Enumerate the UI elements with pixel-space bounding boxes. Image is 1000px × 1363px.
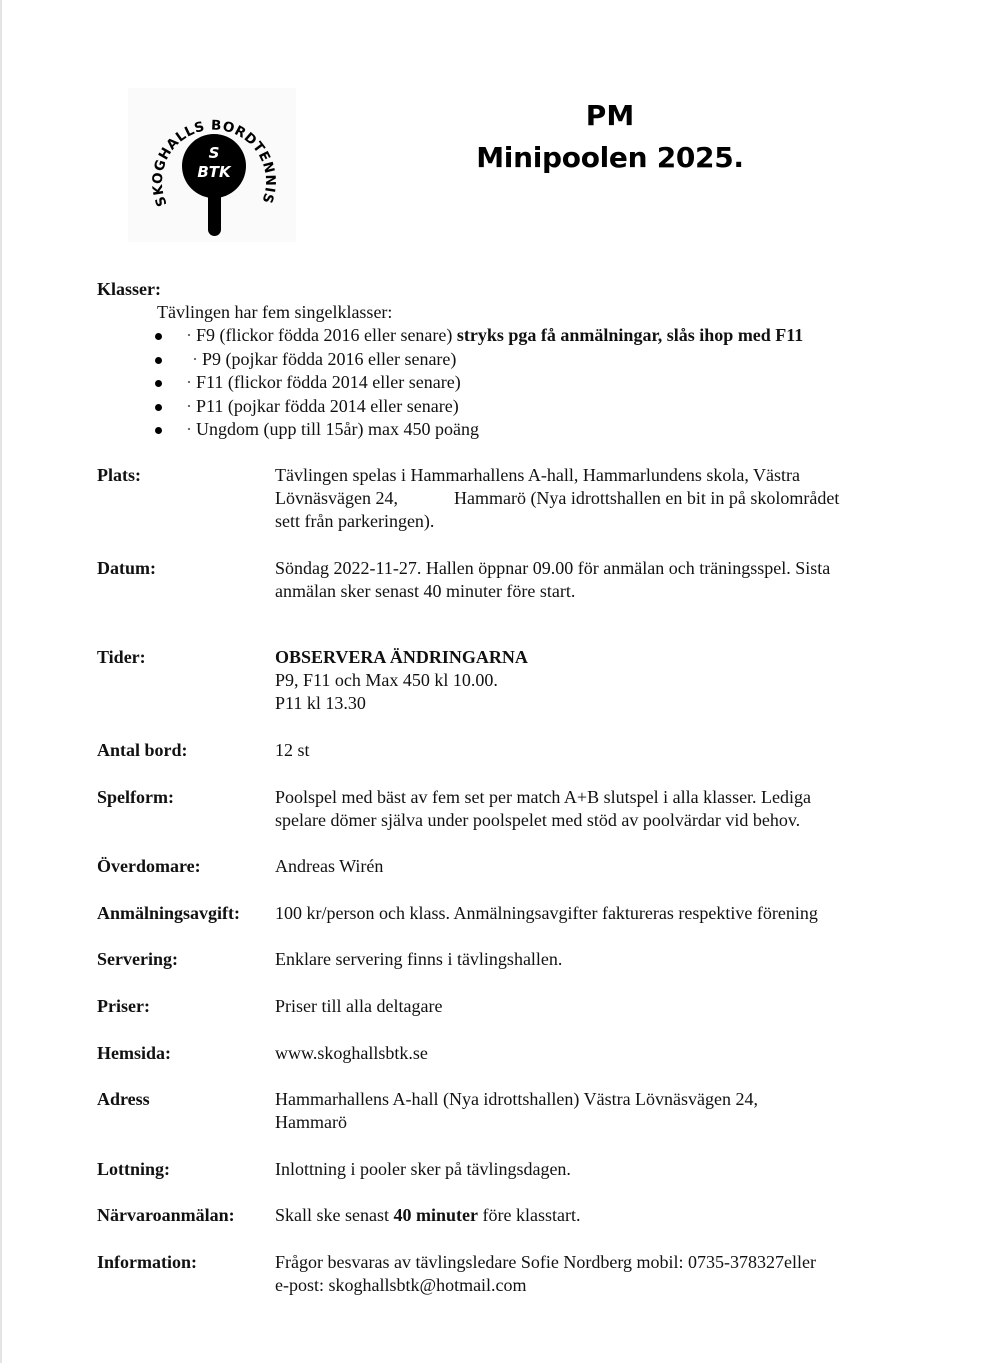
servering-label: Servering:: [97, 949, 178, 969]
adress-line: Hammarö: [275, 1112, 347, 1132]
anmalningsavgift-value: 100 kr/person och klass. Anmälningsavgifter faktureras respektive förening: [275, 903, 818, 923]
tider-value: [275, 646, 905, 715]
list-item: · F9 (flickor födda 2016 eller senare) stryks pga få anmälningar, slås ihop med F11: [150, 324, 803, 348]
document-title: [460, 96, 760, 180]
logo-s: S: [208, 144, 220, 162]
servering-value: Enklare servering finns i tävlingshallen.: [275, 949, 563, 969]
bullet-icon: [155, 427, 162, 434]
priser-value: Priser till alla deltagare: [275, 996, 443, 1016]
paddle-logo-icon: [128, 88, 296, 242]
bullet-icon: [155, 333, 162, 340]
tider-label: Tider:: [97, 647, 146, 667]
class-text: Ungdom (upp till 15år) max 450 poäng: [196, 419, 479, 439]
information-label: Information:: [97, 1252, 197, 1272]
lottning-label: Lottning:: [97, 1159, 171, 1179]
club-logo: [128, 88, 296, 242]
overdomare-label: Överdomare:: [97, 856, 201, 876]
list-item: · Ungdom (upp till 15år) max 450 poäng: [150, 418, 803, 442]
adress-line: Hammarhallens A-hall (Nya idrottshallen) Västra Lövnäsvägen 24,: [275, 1089, 759, 1109]
narvaro-post: före klasstart.: [478, 1205, 581, 1225]
adress-label: Adress: [97, 1089, 150, 1109]
datum-line: anmälan sker senast 40 minuter före start.: [275, 581, 576, 601]
klasser-list: [150, 324, 803, 442]
tider-line: P11 kl 13.30: [275, 693, 366, 713]
antal-bord-value: 12 st: [275, 740, 310, 760]
spelform-line: Poolspel med bäst av fem set per match A+B slutspel i alla klasser. Lediga: [275, 787, 812, 807]
tider-heading: OBSERVERA ÄNDRINGARNA: [275, 647, 528, 667]
narvaro-bold: 40 minuter: [393, 1205, 478, 1225]
bullet-icon: [155, 404, 162, 411]
bullet-icon: [155, 380, 162, 387]
hemsida-link[interactable]: www.skoghallsbtk.se: [275, 1043, 428, 1063]
klasser-intro: Tävlingen har fem singelklasser:: [157, 302, 393, 322]
tider-line: P9, F11 och Max 450 kl 10.00.: [275, 670, 498, 690]
class-text: P11 (pojkar födda 2014 eller senare): [196, 395, 459, 416]
datum-label: Datum:: [97, 558, 156, 578]
priser-label: Priser:: [97, 996, 150, 1016]
bullet-icon: [155, 357, 162, 364]
information-value: [275, 1251, 905, 1297]
class-text: F11 (flickor födda 2014 eller senare): [196, 372, 461, 392]
class-text: F9 (flickor födda 2016 eller senare): [196, 325, 457, 345]
plats-line: [275, 487, 905, 510]
class-note: stryks pga få anmälningar, slås ihop med F11: [456, 325, 804, 345]
plats-area: Hammarö (Nya idrottshallen en bit in på skolområdet: [453, 488, 840, 508]
logo-ring-text: SKOGHALLS BORDTENNIS: [149, 117, 279, 209]
information-line: Frågor besvaras av tävlingsledare Sofie Nordberg mobil: 0735-378327eller: [275, 1252, 817, 1272]
title-pm: PM: [585, 99, 635, 132]
logo-btk: BTK: [197, 163, 231, 181]
spelform-label: Spelform:: [97, 787, 174, 807]
klasser-label: Klasser:: [97, 279, 161, 299]
narvaro-label: Närvaroanmälan:: [97, 1205, 235, 1225]
anmalningsavgift-label: Anmälningsavgift:: [97, 903, 241, 923]
datum-value: [275, 557, 905, 603]
list-item: · P9 (pojkar födda 2016 eller senare): [150, 348, 803, 372]
title-event: Minipoolen 2025.: [476, 141, 744, 174]
datum-line: Söndag 2022-11-27. Hallen öppnar 09.00 för anmälan och träningsspel. Sista: [275, 558, 831, 578]
plats-line: Tävlingen spelas i Hammarhallens A-hall, Hammarlundens skola, Västra: [275, 465, 801, 485]
antal-bord-label: Antal bord:: [97, 740, 188, 760]
narvaro-pre: Skall ske senast: [275, 1205, 394, 1225]
narvaro-value: [275, 1204, 905, 1227]
plats-label: Plats:: [97, 465, 141, 485]
hemsida-label: Hemsida:: [97, 1043, 171, 1063]
plats-street: Lövnäsvägen 24,: [275, 488, 398, 508]
plats-value: [275, 464, 905, 533]
spelform-value: [275, 786, 905, 832]
list-item: · F11 (flickor födda 2014 eller senare): [150, 371, 803, 395]
spelform-line: spelare dömer själva under poolspelet med stöd av poolvärdar vid behov.: [275, 810, 801, 830]
adress-value: [275, 1088, 905, 1134]
plats-line: sett från parkeringen).: [275, 511, 435, 531]
page-edge: [0, 0, 2, 1363]
email-link[interactable]: e-post: skoghallsbtk@hotmail.com: [275, 1275, 527, 1295]
lottning-value: Inlottning i pooler sker på tävlingsdagen.: [275, 1159, 571, 1179]
class-text: P9 (pojkar födda 2016 eller senare): [202, 348, 457, 369]
overdomare-value: Andreas Wirén: [275, 856, 384, 876]
list-item: · P11 (pojkar födda 2014 eller senare): [150, 395, 803, 419]
